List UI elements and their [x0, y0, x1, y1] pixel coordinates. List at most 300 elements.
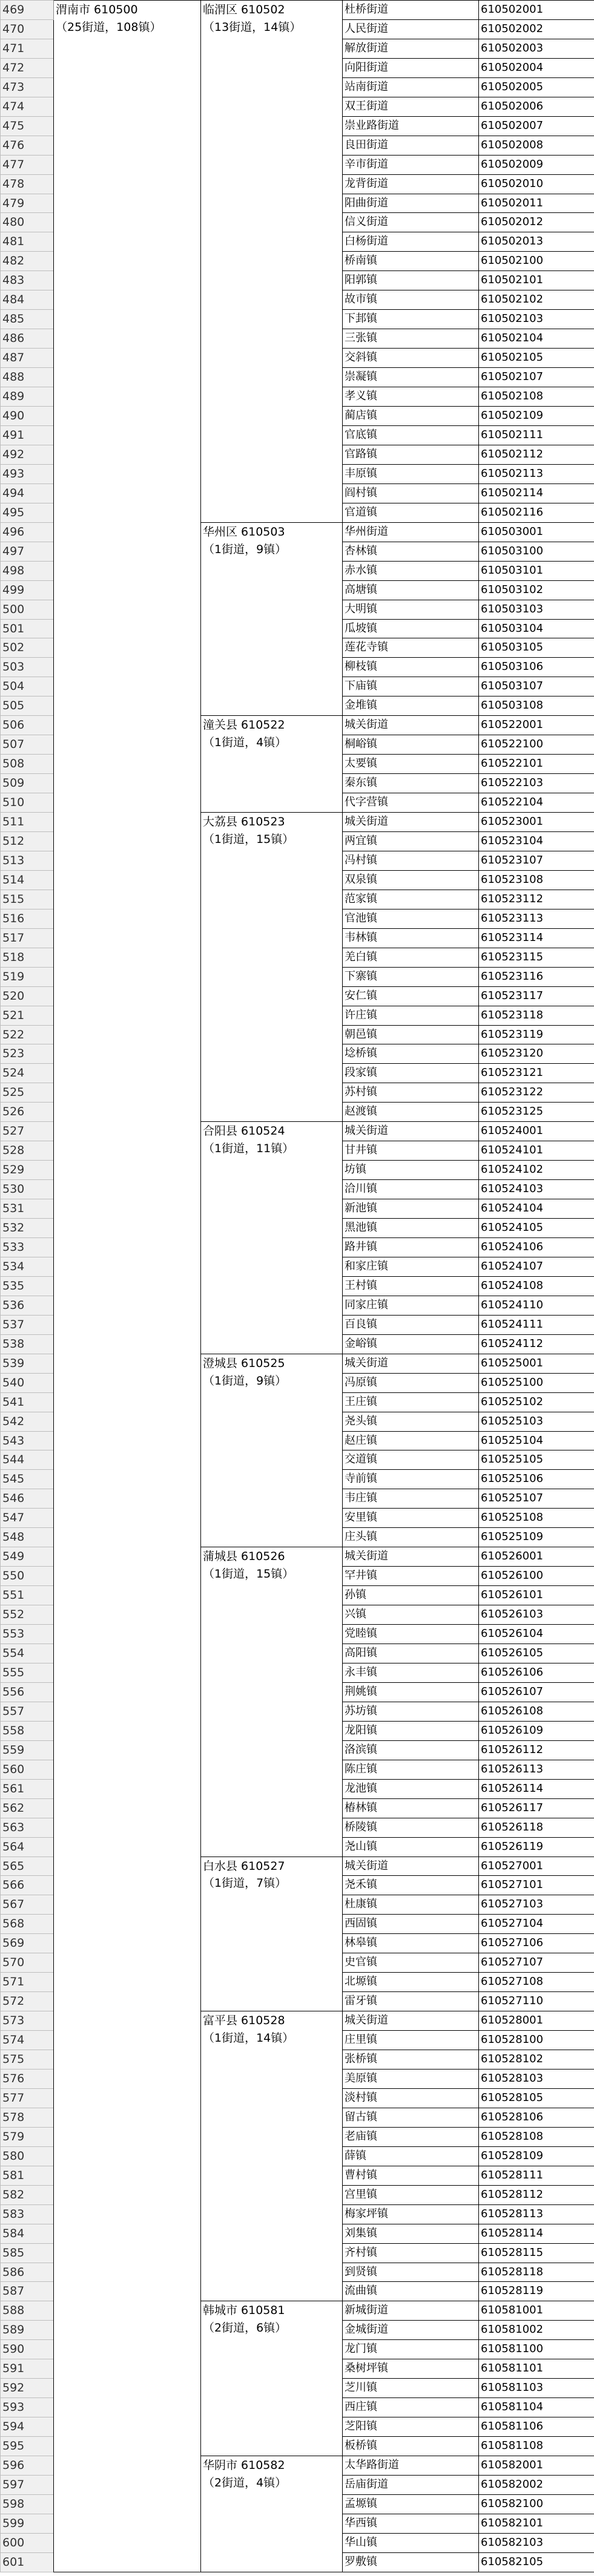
county-cell [201, 1547, 343, 1857]
township-name: 杏林镇 [343, 542, 479, 561]
county-cell [201, 1, 343, 523]
township-name: 华西镇 [343, 2514, 479, 2533]
county-summary: （1街道，15镇） [203, 832, 294, 846]
row-number: 511 [1, 813, 54, 832]
row-number: 601 [1, 2552, 54, 2572]
division-code: 610522100 [479, 735, 594, 755]
county-cell [201, 2301, 343, 2456]
township-name: 冯原镇 [343, 1373, 479, 1392]
division-code: 610523104 [479, 831, 594, 851]
township-name: 莲花寺镇 [343, 638, 479, 658]
division-code: 610525107 [479, 1489, 594, 1509]
division-code: 610503106 [479, 658, 594, 677]
township-name: 尧头镇 [343, 1412, 479, 1431]
township-name: 新池镇 [343, 1199, 479, 1219]
township-name: 杜桥街道 [343, 1, 479, 20]
row-number: 482 [1, 252, 54, 271]
row-number: 514 [1, 870, 54, 890]
row-number: 525 [1, 1083, 54, 1103]
division-code: 610581103 [479, 2379, 594, 2398]
division-code: 610502001 [479, 1, 594, 20]
township-name: 城关街道 [343, 1547, 479, 1567]
row-number: 529 [1, 1161, 54, 1180]
division-code: 610528106 [479, 2108, 594, 2127]
division-code: 610523121 [479, 1064, 594, 1083]
division-code: 610524108 [479, 1276, 594, 1296]
county-cell [201, 1122, 343, 1354]
township-name: 芝川镇 [343, 2379, 479, 2398]
township-name: 秦东镇 [343, 774, 479, 793]
township-name: 赵庄镇 [343, 1431, 479, 1450]
township-name: 桑树坪镇 [343, 2359, 479, 2379]
row-number: 531 [1, 1199, 54, 1219]
township-name: 曹村镇 [343, 2166, 479, 2185]
division-code: 610524103 [479, 1180, 594, 1199]
row-number: 474 [1, 97, 54, 116]
county-summary: （1街道，15镇） [203, 1567, 294, 1581]
row-number: 520 [1, 986, 54, 1006]
row-number: 589 [1, 2321, 54, 2340]
row-number: 491 [1, 425, 54, 445]
row-number: 542 [1, 1412, 54, 1431]
row-number: 590 [1, 2340, 54, 2359]
township-name: 黑池镇 [343, 1219, 479, 1238]
division-code: 610525100 [479, 1373, 594, 1392]
township-name: 甘井镇 [343, 1141, 479, 1161]
township-name: 庄里镇 [343, 2031, 479, 2050]
county-summary: （1街道，11镇） [203, 1142, 294, 1156]
row-number: 546 [1, 1489, 54, 1509]
row-number: 569 [1, 1934, 54, 1953]
township-name: 两宜镇 [343, 831, 479, 851]
division-code: 610502107 [479, 368, 594, 387]
row-number: 472 [1, 58, 54, 77]
row-number: 485 [1, 310, 54, 329]
row-number: 533 [1, 1238, 54, 1257]
township-name: 官道镇 [343, 503, 479, 522]
county-name: 华州区 610503 [203, 525, 285, 539]
division-code: 610502108 [479, 387, 594, 407]
division-code: 610528111 [479, 2166, 594, 2185]
row-number: 483 [1, 271, 54, 290]
township-name: 百良镇 [343, 1315, 479, 1334]
division-code: 610502114 [479, 483, 594, 503]
row-number: 500 [1, 600, 54, 619]
row-number: 541 [1, 1392, 54, 1412]
township-name: 崇业路街道 [343, 116, 479, 136]
division-code: 610523116 [479, 967, 594, 986]
township-name: 椿林镇 [343, 1798, 479, 1818]
city-cell [54, 1, 201, 2572]
row-number: 564 [1, 1837, 54, 1857]
row-number: 584 [1, 2224, 54, 2243]
row-number: 545 [1, 1470, 54, 1489]
row-number: 503 [1, 658, 54, 677]
division-code: 610526105 [479, 1644, 594, 1663]
township-name: 高阳镇 [343, 1644, 479, 1663]
division-code: 610524001 [479, 1122, 594, 1141]
township-name: 寺前镇 [343, 1470, 479, 1489]
township-name: 岳庙街道 [343, 2476, 479, 2495]
row-number: 565 [1, 1857, 54, 1876]
row-number: 496 [1, 522, 54, 542]
division-code: 610502003 [479, 39, 594, 58]
row-number: 523 [1, 1044, 54, 1064]
row-number: 476 [1, 136, 54, 155]
division-code: 610523120 [479, 1044, 594, 1064]
township-name: 段家镇 [343, 1064, 479, 1083]
township-name: 雷牙镇 [343, 1992, 479, 2011]
division-code: 610525108 [479, 1509, 594, 1528]
township-name: 交斜镇 [343, 349, 479, 368]
township-name: 芝阳镇 [343, 2417, 479, 2437]
township-name: 王庄镇 [343, 1392, 479, 1412]
division-code: 610526104 [479, 1625, 594, 1644]
township-name: 尧山镇 [343, 1837, 479, 1857]
township-name: 柳枝镇 [343, 658, 479, 677]
row-number: 536 [1, 1296, 54, 1315]
row-number: 560 [1, 1760, 54, 1779]
township-name: 白杨街道 [343, 232, 479, 252]
township-name: 薛镇 [343, 2146, 479, 2166]
division-code: 610503108 [479, 696, 594, 716]
division-code: 610503103 [479, 600, 594, 619]
township-name: 范家镇 [343, 890, 479, 909]
row-number: 469 [1, 1, 54, 20]
township-name: 下寨镇 [343, 967, 479, 986]
township-name: 史官镇 [343, 1953, 479, 1973]
division-code: 610526119 [479, 1837, 594, 1857]
township-name: 城关街道 [343, 1857, 479, 1876]
row-number: 524 [1, 1064, 54, 1083]
county-cell [201, 813, 343, 1122]
division-code: 610523113 [479, 909, 594, 928]
division-code: 610503102 [479, 580, 594, 600]
row-number: 534 [1, 1257, 54, 1276]
township-name: 阳曲街道 [343, 194, 479, 213]
township-name: 罗敷镇 [343, 2552, 479, 2572]
county-name: 大荔县 610523 [203, 815, 285, 829]
division-code: 610526113 [479, 1760, 594, 1779]
row-number: 593 [1, 2398, 54, 2417]
county-cell [201, 2011, 343, 2301]
row-number: 537 [1, 1315, 54, 1334]
row-number: 479 [1, 194, 54, 213]
county-summary: （2街道，6镇） [203, 2321, 287, 2335]
township-name: 双王街道 [343, 97, 479, 116]
township-name: 城关街道 [343, 1122, 479, 1141]
township-name: 和家庄镇 [343, 1257, 479, 1276]
row-number: 562 [1, 1798, 54, 1818]
township-name: 新城街道 [343, 2301, 479, 2321]
division-code: 610524104 [479, 1199, 594, 1219]
row-number: 583 [1, 2204, 54, 2224]
township-name: 永丰镇 [343, 1663, 479, 1682]
division-code: 610523118 [479, 1006, 594, 1025]
city-summary: （25街道，108镇） [56, 20, 162, 34]
township-name: 刘集镇 [343, 2224, 479, 2243]
township-name: 朝邑镇 [343, 1025, 479, 1044]
division-code: 610502010 [479, 174, 594, 194]
division-code: 610528113 [479, 2204, 594, 2224]
township-name: 交道镇 [343, 1450, 479, 1470]
division-code: 610528103 [479, 2069, 594, 2088]
township-name: 安里镇 [343, 1509, 479, 1528]
row-number: 501 [1, 619, 54, 638]
row-number: 553 [1, 1625, 54, 1644]
division-code: 610581106 [479, 2417, 594, 2437]
row-number: 558 [1, 1721, 54, 1740]
row-number: 486 [1, 329, 54, 349]
row-number: 600 [1, 2533, 54, 2552]
division-code: 610527104 [479, 1915, 594, 1934]
division-code: 610526108 [479, 1702, 594, 1721]
division-code: 610525105 [479, 1450, 594, 1470]
township-name: 桐峪镇 [343, 735, 479, 755]
division-code: 610524107 [479, 1257, 594, 1276]
township-name: 北塬镇 [343, 1973, 479, 1992]
township-name: 桥南镇 [343, 252, 479, 271]
row-number: 510 [1, 793, 54, 813]
division-code: 610502104 [479, 329, 594, 349]
township-name: 庄头镇 [343, 1528, 479, 1547]
division-code: 610525106 [479, 1470, 594, 1489]
township-name: 梅家坪镇 [343, 2204, 479, 2224]
division-code: 610526112 [479, 1740, 594, 1760]
county-name: 临渭区 610502 [203, 3, 285, 16]
township-name: 荆姚镇 [343, 1682, 479, 1702]
division-code: 610502111 [479, 425, 594, 445]
row-number: 594 [1, 2417, 54, 2437]
row-number: 580 [1, 2146, 54, 2166]
township-name: 陈庄镇 [343, 1760, 479, 1779]
division-code: 610526118 [479, 1818, 594, 1837]
row-number: 552 [1, 1605, 54, 1625]
division-code: 610528112 [479, 2185, 594, 2204]
division-code: 610581108 [479, 2437, 594, 2456]
county-summary: （1街道，9镇） [203, 542, 287, 556]
county-name: 蒲城县 610526 [203, 1550, 285, 1564]
row-number: 477 [1, 155, 54, 174]
row-number: 599 [1, 2514, 54, 2533]
county-name: 白水县 610527 [203, 1859, 285, 1873]
division-code: 610502007 [479, 116, 594, 136]
row-number: 504 [1, 677, 54, 696]
township-name: 人民街道 [343, 19, 479, 39]
township-name: 大明镇 [343, 600, 479, 619]
township-name: 板桥镇 [343, 2437, 479, 2456]
township-name: 城关街道 [343, 813, 479, 832]
township-name: 罕井镇 [343, 1567, 479, 1586]
township-name: 下庙镇 [343, 677, 479, 696]
township-name: 官池镇 [343, 909, 479, 928]
township-name: 故市镇 [343, 290, 479, 310]
division-code: 610582001 [479, 2456, 594, 2476]
division-code: 610528100 [479, 2031, 594, 2050]
division-code: 610502100 [479, 252, 594, 271]
row-number: 544 [1, 1450, 54, 1470]
township-name: 城关街道 [343, 2011, 479, 2031]
division-code: 610527107 [479, 1953, 594, 1973]
row-number: 543 [1, 1431, 54, 1450]
county-name: 韩城市 610581 [203, 2304, 285, 2318]
township-name: 下邽镇 [343, 310, 479, 329]
row-number: 540 [1, 1373, 54, 1392]
township-name: 阳郭镇 [343, 271, 479, 290]
division-code: 610502005 [479, 77, 594, 97]
division-code: 610502013 [479, 232, 594, 252]
row-number: 591 [1, 2359, 54, 2379]
county-summary: （13街道，14镇） [203, 20, 302, 34]
township-name: 杜康镇 [343, 1895, 479, 1915]
row-number: 535 [1, 1276, 54, 1296]
row-number: 488 [1, 368, 54, 387]
township-name: 城关街道 [343, 716, 479, 735]
division-code: 610528109 [479, 2146, 594, 2166]
row-number: 519 [1, 967, 54, 986]
row-number: 596 [1, 2456, 54, 2476]
township-name: 站南街道 [343, 77, 479, 97]
township-name: 张桥镇 [343, 2050, 479, 2070]
township-name: 到贤镇 [343, 2263, 479, 2282]
division-code: 610502002 [479, 19, 594, 39]
division-code: 610502109 [479, 407, 594, 426]
row-number: 582 [1, 2185, 54, 2204]
row-number: 470 [1, 19, 54, 39]
township-name: 金城街道 [343, 2321, 479, 2340]
row-number: 505 [1, 696, 54, 716]
division-code: 610523119 [479, 1025, 594, 1044]
township-name: 苏坊镇 [343, 1702, 479, 1721]
division-code: 610582103 [479, 2533, 594, 2552]
row-number: 493 [1, 464, 54, 483]
row-number: 528 [1, 1141, 54, 1161]
township-name: 桥陵镇 [343, 1818, 479, 1837]
township-name: 瓜坡镇 [343, 619, 479, 638]
row-number: 556 [1, 1682, 54, 1702]
row-number: 475 [1, 116, 54, 136]
township-name: 洛滨镇 [343, 1740, 479, 1760]
division-code: 610524101 [479, 1141, 594, 1161]
division-code: 610526109 [479, 1721, 594, 1740]
township-name: 孙镇 [343, 1586, 479, 1605]
row-number: 572 [1, 1992, 54, 2011]
township-name: 金峪镇 [343, 1334, 479, 1354]
division-code: 610523115 [479, 948, 594, 967]
township-name: 太要镇 [343, 755, 479, 774]
division-code: 610528114 [479, 2224, 594, 2243]
division-code: 610526107 [479, 1682, 594, 1702]
county-summary: （1街道，4镇） [203, 736, 287, 750]
row-number: 530 [1, 1180, 54, 1199]
division-code: 610502004 [479, 58, 594, 77]
division-code: 610502006 [479, 97, 594, 116]
row-number: 509 [1, 774, 54, 793]
division-code: 610502102 [479, 290, 594, 310]
division-code: 610502105 [479, 349, 594, 368]
division-code: 610524106 [479, 1238, 594, 1257]
division-code: 610503104 [479, 619, 594, 638]
row-number: 573 [1, 2011, 54, 2031]
row-number: 478 [1, 174, 54, 194]
division-code: 610523125 [479, 1103, 594, 1122]
division-code: 610524111 [479, 1315, 594, 1334]
division-code: 610581104 [479, 2398, 594, 2417]
division-code: 610527101 [479, 1876, 594, 1895]
row-number: 554 [1, 1644, 54, 1663]
division-code: 610526103 [479, 1605, 594, 1625]
township-name: 赵渡镇 [343, 1103, 479, 1122]
row-number: 522 [1, 1025, 54, 1044]
division-code: 610503001 [479, 522, 594, 542]
division-code: 610582101 [479, 2514, 594, 2533]
township-name: 向阳街道 [343, 58, 479, 77]
division-code: 610525103 [479, 1412, 594, 1431]
division-code: 610525001 [479, 1354, 594, 1373]
division-code: 610581101 [479, 2359, 594, 2379]
row-number: 587 [1, 2282, 54, 2301]
county-name: 澄城县 610525 [203, 1356, 285, 1370]
row-number: 513 [1, 851, 54, 870]
division-code: 610524112 [479, 1334, 594, 1354]
township-name: 淡村镇 [343, 2088, 479, 2108]
row-number: 592 [1, 2379, 54, 2398]
township-name: 同家庄镇 [343, 1296, 479, 1315]
township-name: 兴镇 [343, 1605, 479, 1625]
township-name: 高塘镇 [343, 580, 479, 600]
township-name: 埝桥镇 [343, 1044, 479, 1064]
township-name: 西固镇 [343, 1915, 479, 1934]
row-number: 508 [1, 755, 54, 774]
row-number: 570 [1, 1953, 54, 1973]
division-code: 610523122 [479, 1083, 594, 1103]
division-code: 610522103 [479, 774, 594, 793]
row-number: 532 [1, 1219, 54, 1238]
row-number: 495 [1, 503, 54, 522]
division-code: 610581001 [479, 2301, 594, 2321]
division-code: 610528119 [479, 2282, 594, 2301]
county-cell [201, 522, 343, 716]
row-number: 473 [1, 77, 54, 97]
township-name: 太华路街道 [343, 2456, 479, 2476]
row-number: 548 [1, 1528, 54, 1547]
township-name: 尧禾镇 [343, 1876, 479, 1895]
row-number: 559 [1, 1740, 54, 1760]
row-number: 497 [1, 542, 54, 561]
row-number: 512 [1, 831, 54, 851]
row-number: 598 [1, 2494, 54, 2514]
row-number: 561 [1, 1779, 54, 1798]
county-cell [201, 1354, 343, 1547]
township-name: 许庄镇 [343, 1006, 479, 1025]
row-number: 549 [1, 1547, 54, 1567]
county-name: 潼关县 610522 [203, 718, 285, 732]
division-code: 610503107 [479, 677, 594, 696]
division-code: 610528105 [479, 2088, 594, 2108]
row-number: 568 [1, 1915, 54, 1934]
township-name: 华州街道 [343, 522, 479, 542]
division-code: 610524110 [479, 1296, 594, 1315]
township-name: 官路镇 [343, 445, 479, 464]
township-name: 金堆镇 [343, 696, 479, 716]
township-name: 崇凝镇 [343, 368, 479, 387]
township-name: 坊镇 [343, 1161, 479, 1180]
row-number: 585 [1, 2243, 54, 2263]
row-number: 515 [1, 890, 54, 909]
row-number: 507 [1, 735, 54, 755]
county-summary: （2街道，4镇） [203, 2476, 287, 2489]
division-code: 610525104 [479, 1431, 594, 1450]
